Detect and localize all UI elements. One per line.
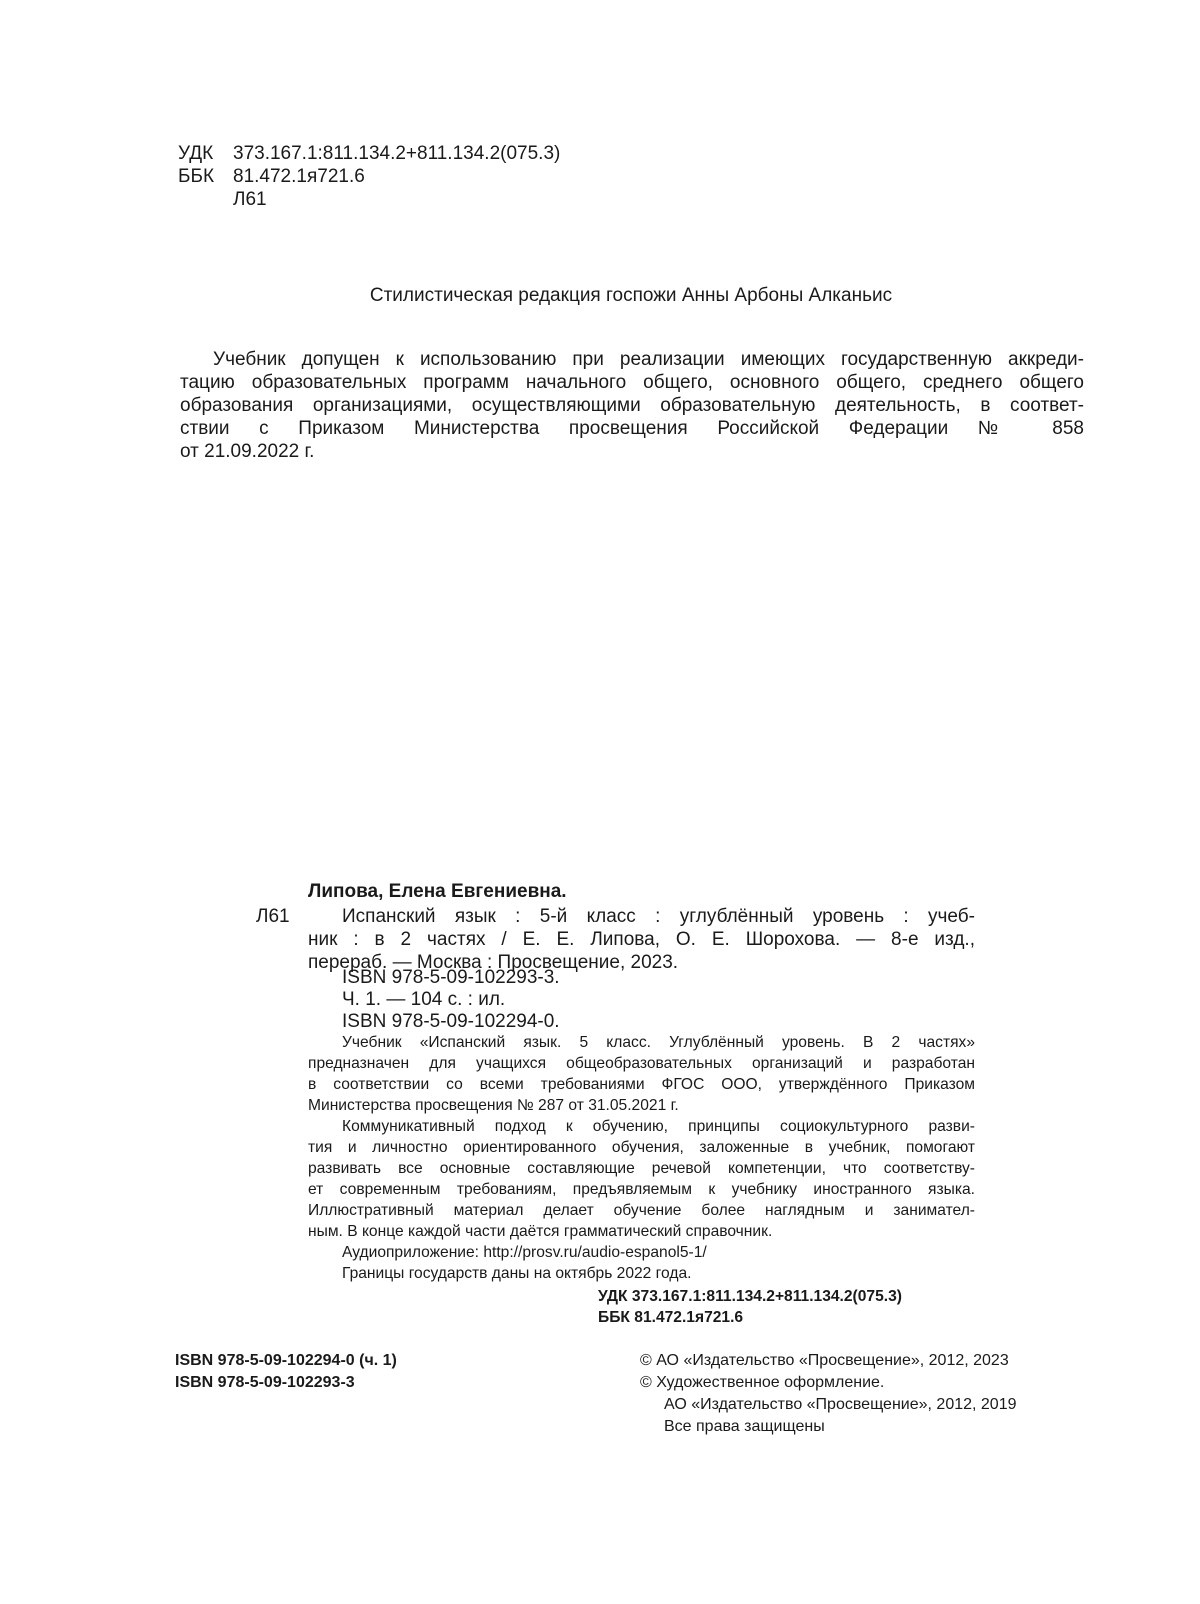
card-title-line: ник : в 2 частях / Е. Е. Липова, О. Е. Шорохова. — 8-е изд., (308, 929, 975, 950)
annotation-line: ет современным требованиям, предъявляемым к учебнику иностранного языка. (308, 1181, 975, 1198)
approval-line: ствии с Приказом Министерства просвещения Российской Федерации № 858 (180, 418, 1084, 439)
annotation-line: предназначен для учащихся общеобразовательных организаций и разработан (308, 1055, 975, 1072)
annotation-line: Аудиоприложение: http://prosv.ru/audio-espanol5-1/ (342, 1244, 707, 1261)
annotation-line: развивать все основные составляющие речевой компетенции, что соответству- (308, 1160, 975, 1177)
card-bbk: ББК 81.472.1я721.6 (598, 1309, 744, 1326)
card-title (308, 905, 975, 974)
card-annotation (308, 1032, 975, 1284)
approval-line: тацию образовательных программ начального общего, основного общего, среднего общего (180, 372, 1084, 393)
editorial-credit: Стилистическая редакция госпожи Анны Арбоны Алканьис (369, 285, 893, 306)
copyright-line: © Художественное оформление. (640, 1374, 885, 1391)
author-mark: Л61 (233, 189, 267, 210)
annotation-line: Коммуникативный подход к обучению, принципы социокультурного разви- (342, 1118, 975, 1135)
copyright-line: АО «Издательство «Просвещение», 2012, 2019 (664, 1396, 1017, 1413)
card-udk: УДК 373.167.1:811.134.2+811.134.2(075.3) (598, 1288, 902, 1305)
library-codes (178, 142, 560, 211)
footer-copyright-block (640, 1350, 1017, 1438)
bbk-row (178, 165, 560, 188)
annotation-line: в соответствии со всеми требованиями ФГОС ООО, утверждённого Приказом (308, 1076, 975, 1093)
approval-statement (180, 348, 1084, 463)
card-mark: Л61 (256, 906, 290, 927)
author-mark-row (178, 188, 560, 211)
bbk-value: 81.472.1я721.6 (233, 166, 365, 187)
bbk-label: ББК (178, 166, 215, 187)
footer-isbn-set: ISBN 978-5-09-102293-3 (175, 1374, 355, 1391)
footer-isbn-part: ISBN 978-5-09-102294-0 (ч. 1) (175, 1352, 397, 1369)
card-isbn-part: ISBN 978-5-09-102294-0. (342, 1011, 560, 1032)
udk-value: 373.167.1:811.134.2+811.134.2(075.3) (233, 143, 561, 164)
approval-line: от 21.09.2022 г. (180, 441, 315, 462)
annotation-line: Иллюстративный материал делает обучение более наглядным и занимател- (308, 1202, 975, 1219)
card-part-info: Ч. 1. — 104 с. : ил. (342, 989, 506, 1010)
copyright-line: © АО «Издательство «Просвещение», 2012, 2023 (640, 1352, 1009, 1369)
annotation-line: Границы государств даны на октябрь 2022 года. (342, 1265, 692, 1282)
udk-row (178, 142, 560, 165)
card-isbn-set: ISBN 978-5-09-102293-3. (342, 967, 560, 988)
annotation-line: Учебник «Испанский язык. 5 класс. Углублённый уровень. В 2 частях» (342, 1034, 975, 1051)
card-author-heading: Липова, Елена Евгениевна. (308, 881, 567, 902)
udk-label: УДК (178, 143, 214, 164)
approval-line: Учебник допущен к использованию при реализации имеющих государственную аккреди- (213, 349, 1084, 370)
approval-line: образования организациями, осуществляющими образовательную деятельность, в соответ- (180, 395, 1084, 416)
annotation-line: Министерства просвещения № 287 от 31.05.2021 г. (308, 1097, 679, 1114)
footer-isbn-block (175, 1350, 397, 1394)
card-title-line: Испанский язык : 5-й класс : углублённый уровень : учеб- (342, 906, 975, 927)
copyright-line: Все права защищены (664, 1418, 825, 1435)
card-title-line: перераб. — Москва : Просвещение, 2023. (308, 952, 679, 973)
annotation-line: тия и личностно ориентированного обучения, заложенные в учебник, помогают (308, 1139, 975, 1156)
annotation-line: ным. В конце каждой части даётся грамматический справочник. (308, 1223, 773, 1240)
